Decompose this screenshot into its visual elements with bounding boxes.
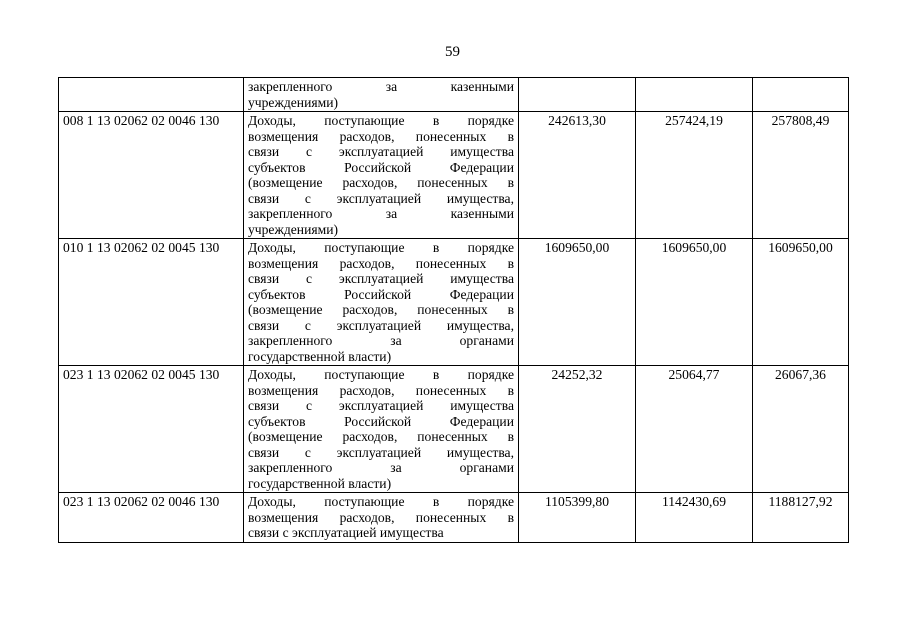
amount-year-1-cell: 1609650,00 xyxy=(519,239,636,366)
description-line: субъектов Российской Федерации xyxy=(248,159,514,175)
revenue-code-cell: 010 1 13 02062 02 0045 130 xyxy=(59,239,244,366)
revenue-description-cell xyxy=(244,493,519,543)
revenue-table xyxy=(58,77,849,543)
description-line: возмещения расходов, понесенных в xyxy=(248,255,514,271)
amount-year-2-cell: 257424,19 xyxy=(636,112,753,239)
amount-year-1-cell: 242613,30 xyxy=(519,112,636,239)
amount-year-3-cell: 1188127,92 xyxy=(753,493,849,543)
description-line: Доходы, поступающие в порядке xyxy=(248,367,514,382)
description-line: Доходы, поступающие в порядке xyxy=(248,240,514,255)
description-line: Доходы, поступающие в порядке xyxy=(248,113,514,128)
description-line: (возмещение расходов, понесенных в xyxy=(248,302,514,317)
description-line: связи с эксплуатацией имущества xyxy=(248,271,514,286)
revenue-code-cell: 023 1 13 02062 02 0045 130 xyxy=(59,366,244,493)
amount-year-2-cell: 1142430,69 xyxy=(636,493,753,543)
amount-year-1-cell xyxy=(519,78,636,112)
description-line: закрепленного за органами xyxy=(248,460,514,475)
table-row xyxy=(59,112,849,239)
revenue-description-cell xyxy=(244,78,519,112)
revenue-description-cell xyxy=(244,239,519,366)
revenue-code-cell: 008 1 13 02062 02 0046 130 xyxy=(59,112,244,239)
table-row xyxy=(59,366,849,493)
amount-year-3-cell: 257808,49 xyxy=(753,112,849,239)
description-line: субъектов Российской Федерации xyxy=(248,286,514,302)
revenue-code-cell xyxy=(59,78,244,112)
description-line: государственной власти) xyxy=(248,475,392,491)
description-line: закрепленного за казенными xyxy=(248,79,514,94)
table-row xyxy=(59,78,849,112)
amount-year-2-cell: 25064,77 xyxy=(636,366,753,493)
table-row xyxy=(59,239,849,366)
description-line: связи с эксплуатацией имущества xyxy=(248,144,514,159)
amount-year-3-cell: 1609650,00 xyxy=(753,239,849,366)
amount-year-1-cell: 24252,32 xyxy=(519,366,636,493)
description-line: возмещения расходов, понесенных в xyxy=(248,128,514,144)
revenue-description-cell xyxy=(244,112,519,239)
description-line: Доходы, поступающие в порядке xyxy=(248,494,514,509)
description-line: возмещения расходов, понесенных в xyxy=(248,509,514,525)
table-row xyxy=(59,493,849,543)
description-line: (возмещение расходов, понесенных в xyxy=(248,429,514,444)
description-line: учреждениями) xyxy=(248,94,339,110)
amount-year-2-cell xyxy=(636,78,753,112)
description-line: связи с эксплуатацией имущества xyxy=(248,398,514,413)
description-line: связи с эксплуатацией имущества, xyxy=(248,190,514,206)
description-line: субъектов Российской Федерации xyxy=(248,413,514,429)
description-line: закрепленного за органами xyxy=(248,333,514,348)
description-line: закрепленного за казенными xyxy=(248,206,514,221)
description-line: связи с эксплуатацией имущества, xyxy=(248,444,514,460)
description-line: (возмещение расходов, понесенных в xyxy=(248,175,514,190)
page-number: 59 xyxy=(445,44,460,60)
description-line: связи с эксплуатацией имущества xyxy=(248,525,444,540)
revenue-description-cell xyxy=(244,366,519,493)
description-line: учреждениями) xyxy=(248,221,339,237)
description-line: возмещения расходов, понесенных в xyxy=(248,382,514,398)
revenue-code-cell: 023 1 13 02062 02 0046 130 xyxy=(59,493,244,543)
description-line: связи с эксплуатацией имущества, xyxy=(248,317,514,333)
amount-year-1-cell: 1105399,80 xyxy=(519,493,636,543)
amount-year-3-cell xyxy=(753,78,849,112)
revenue-table-body xyxy=(59,78,849,543)
amount-year-3-cell: 26067,36 xyxy=(753,366,849,493)
amount-year-2-cell: 1609650,00 xyxy=(636,239,753,366)
description-line: государственной власти) xyxy=(248,348,392,364)
